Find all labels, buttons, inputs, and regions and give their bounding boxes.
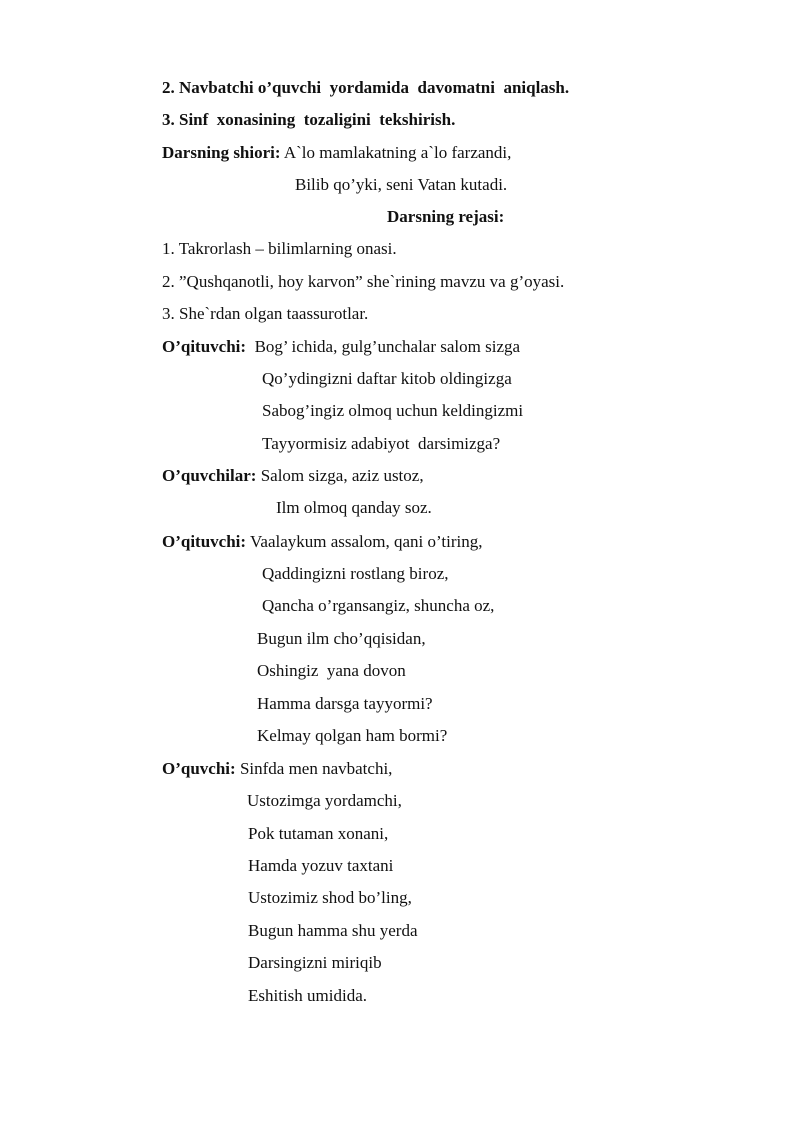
verse-line: Pok tutaman xonani, xyxy=(248,824,389,843)
motto-line-2: Bilib qo’yki, seni Vatan kutadi. xyxy=(295,175,508,194)
verse-line: Ustozimiz shod bo’ling, xyxy=(248,888,412,907)
task-cleanliness: 3. Sinf xonasining tozaligini tekshirish. xyxy=(162,110,456,129)
verse-line: Hamma darsga tayyormi? xyxy=(257,694,433,713)
verse-line: Eshitish umidida. xyxy=(248,986,367,1005)
verse-line: Bugun ilm cho’qqisidan, xyxy=(257,629,426,648)
task-attendance: 2. Navbatchi o’quvchi yordamida davomatni aniqlash. xyxy=(162,78,570,97)
student-reply xyxy=(162,758,392,780)
verse-line: Tayyormisiz adabiyot darsimizga? xyxy=(262,434,501,453)
verse-line: Kelmay qolgan ham bormi? xyxy=(257,726,448,745)
verse-line: Qaddingizni rostlang biroz, xyxy=(262,564,449,583)
lesson-motto xyxy=(162,142,511,164)
verse-line: Bugun hamma shu yerda xyxy=(248,921,418,940)
verse-line: Ustozimga yordamchi, xyxy=(247,791,402,810)
verse-line: Sinfda men navbatchi, xyxy=(235,759,393,778)
verse-line: Vaalaykum assalom, qani o’tiring, xyxy=(246,532,483,551)
verse-line: Ilm olmoq qanday soz. xyxy=(276,498,432,517)
verse-line: Bog’ ichida, gulg’unchalar salom sizga xyxy=(246,337,521,356)
verse-line: Oshingiz yana dovon xyxy=(257,661,406,680)
verse-line: Darsingizni miriqib xyxy=(248,953,382,972)
teacher-reply xyxy=(162,531,482,553)
plan-item: 2. ”Qushqanotli, hoy karvon” she`rining mavzu va g’oyasi. xyxy=(162,272,565,291)
speaker-label: O’qituvchi: xyxy=(162,337,247,356)
speaker-label: O’quvchilar: xyxy=(162,466,257,485)
plan-item: 1. Takrorlash – bilimlarning onasi. xyxy=(162,239,397,258)
verse-line: Qo’ydingizni daftar kitob oldingizga xyxy=(262,369,512,388)
plan-title: Darsning rejasi: xyxy=(387,207,505,226)
speaker-label: O’quvchi: xyxy=(162,759,236,778)
verse-line: Sabog’ingiz olmoq uchun keldingizmi xyxy=(262,401,524,420)
students-reply xyxy=(162,465,424,487)
plan-item: 3. She`rdan olgan taassurotlar. xyxy=(162,304,369,323)
verse-line: Hamda yozuv taxtani xyxy=(248,856,394,875)
verse-line: Qancha o’rgansangiz, shuncha oz, xyxy=(262,596,495,615)
motto-label: Darsning shiori: xyxy=(162,143,281,162)
teacher-greeting xyxy=(162,336,520,358)
motto-line-1: A`lo mamlakatning a`lo farzandi, xyxy=(280,143,512,162)
verse-line: Salom sizga, aziz ustoz, xyxy=(256,466,424,485)
speaker-label: O’qituvchi: xyxy=(162,532,247,551)
